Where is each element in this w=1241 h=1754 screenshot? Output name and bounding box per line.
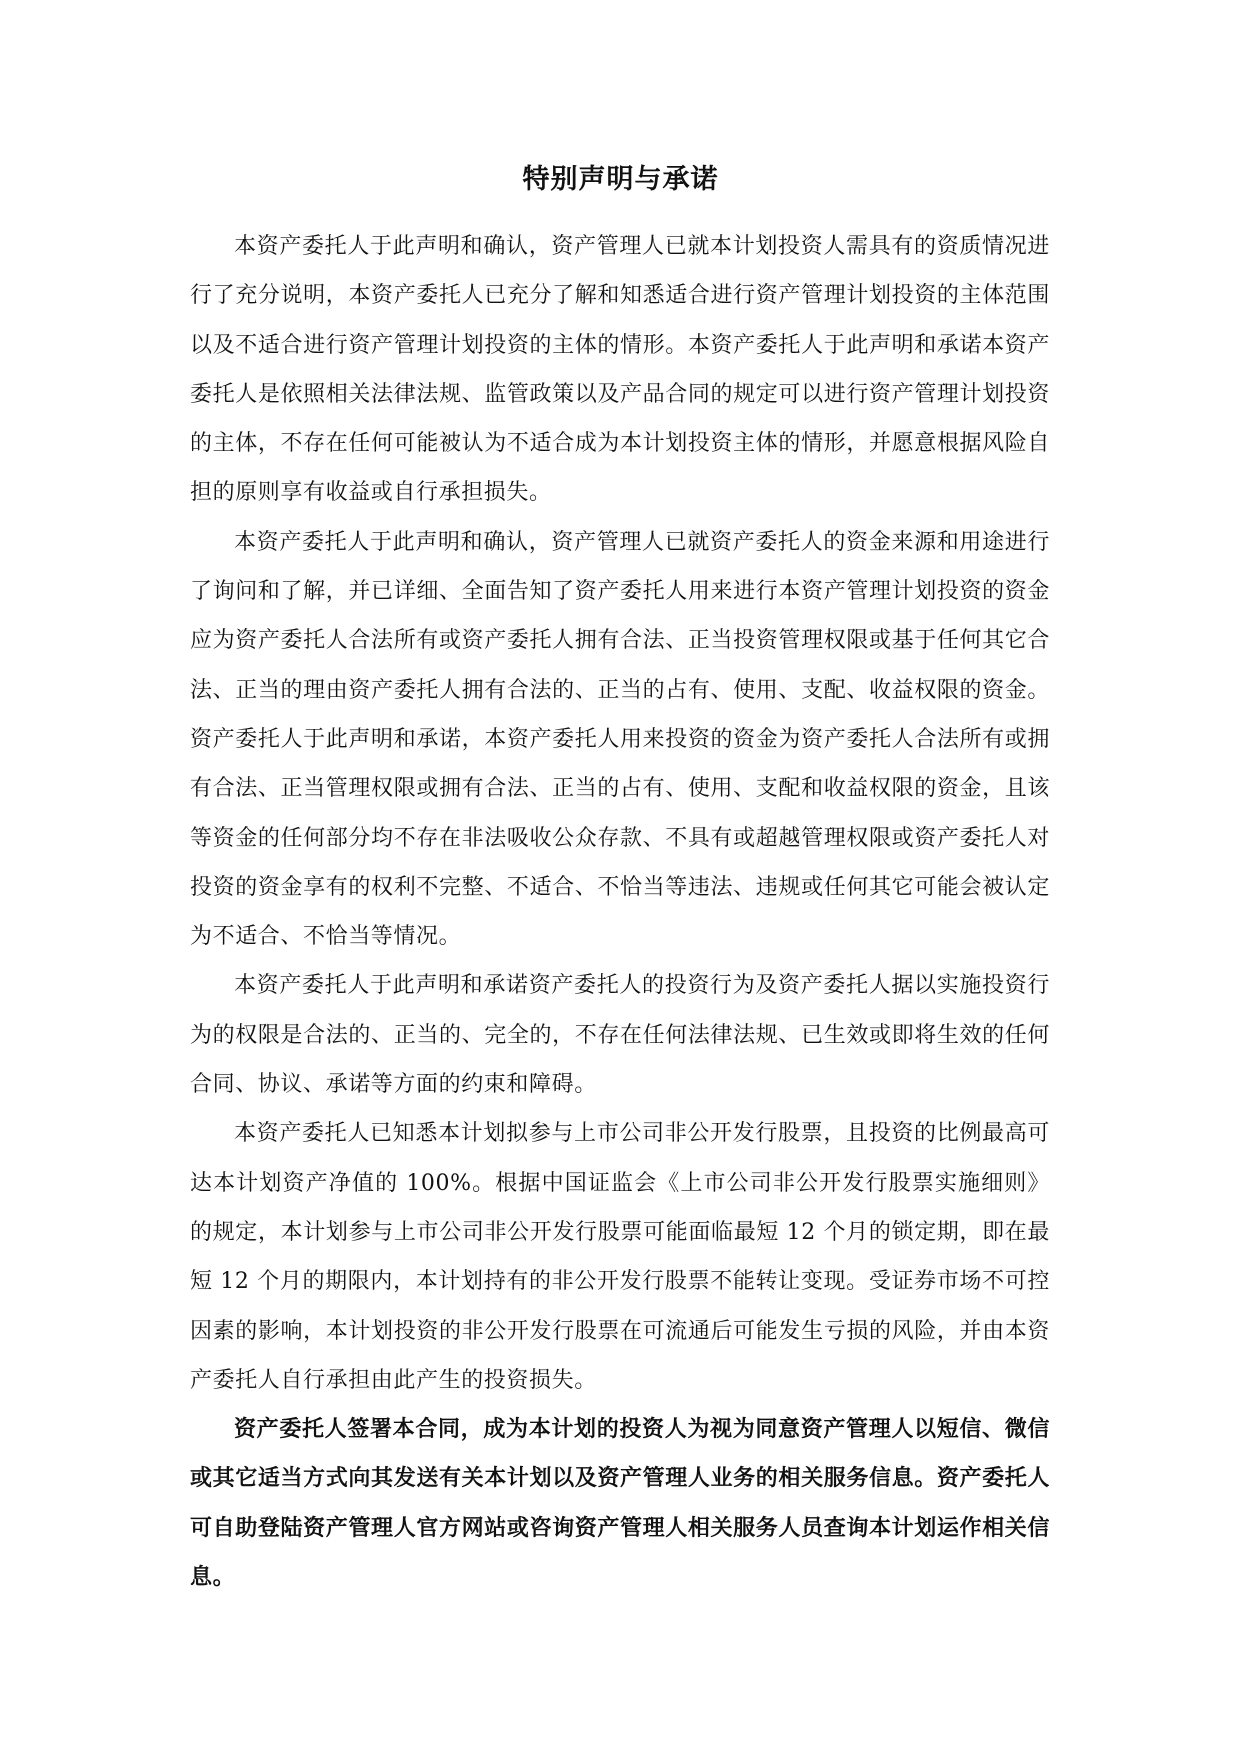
paragraph-qualification-statement: 本资产委托人于此声明和确认，资产管理人已就本计划投资人需具有的资质情况进行了充分说明，本资产委托人已充分了解和知悉适合进行资产管理计划投资的主体范围以及不适合进行资产管理计划投资的主体的情形。本资产委托人于此声明和承诺本资产委托人是依照相关法律法规、监管政策以及产品合同的规定可以进行资产管理计划投资的主体，不存在任何可能被认为不适合成为本计划投资主体的情形，并愿意根据风险自担的原则享有收益或自行承担损失。 — [190, 234, 1050, 506]
document-body — [190, 222, 1050, 1602]
paragraph-service-information-consent: 资产委托人签署本合同，成为本计划的投资人为视为同意资产管理人以短信、微信或其它适当方式向其发送有关本计划以及资产管理人业务的相关服务信息。资产委托人可自助登陆资产管理人官方网站或咨询资产管理人相关服务人员查询本计划运作相关信息。 — [190, 1416, 1050, 1591]
paragraph-fund-source-statement: 本资产委托人于此声明和确认，资产管理人已就资产委托人的资金来源和用途进行了询问和了解，并已详细、全面告知了资产委托人用来进行本资产管理计划投资的资金应为资产委托人合法所有或资产委托人拥有合法、正当投资管理权限或基于任何其它合法、正当的理由资产委托人拥有合法的、正当的占有、使用、支配、收益权限的资金。资产委托人于此声明和承诺，本资产委托人用来投资的资金为资产委托人合法所有或拥有合法、正当管理权限或拥有合法、正当的占有、使用、支配和收益权限的资金，且该等资金的任何部分均不存在非法吸收公众存款、不具有或超越管理权限或资产委托人对投资的资金享有的权利不完整、不适合、不恰当等违法、违规或任何其它可能会被认定为不适合、不恰当等情况。 — [190, 529, 1050, 950]
paragraph-private-placement-risk: 本资产委托人已知悉本计划拟参与上市公司非公开发行股票，且投资的比例最高可达本计划资产净值的 100%。根据中国证监会《上市公司非公开发行股票实施细则》的规定，本计划参与上市公司非公开发行股票可能面临最短 12 个月的锁定期，即在最短 12 个月的期限内，本计划持有的非公开发行股票不能转让变现。受证券市场不可控因素的影响，本计划投资的非公开发行股票在可流通后可能发生亏损的风险，并由本资产委托人自行承担由此产生的投资损失。 — [190, 1121, 1050, 1393]
page-title: 特别声明与承诺 — [522, 164, 719, 195]
paragraph-investment-authority-statement: 本资产委托人于此声明和承诺资产委托人的投资行为及资产委托人据以实施投资行为的权限是合法的、正当的、完全的，不存在任何法律法规、已生效或即将生效的任何合同、协议、承诺等方面的约束和障碍。 — [190, 973, 1050, 1098]
